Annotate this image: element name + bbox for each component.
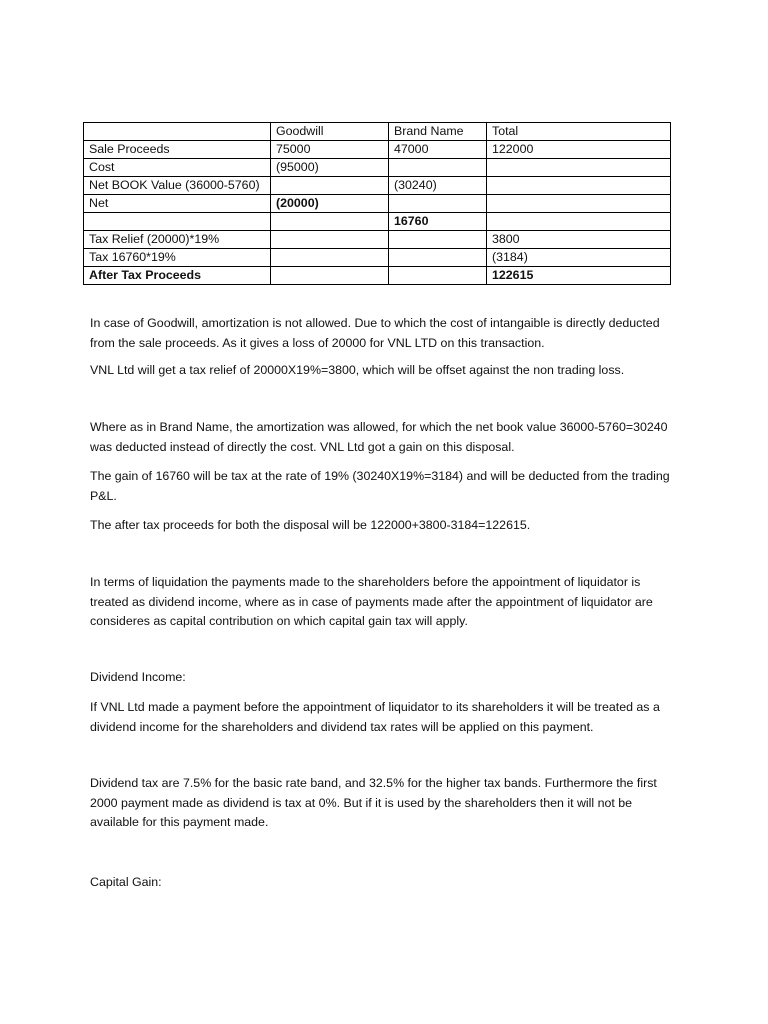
goodwill-cell: 75000 bbox=[271, 141, 389, 159]
table-header-row bbox=[84, 123, 671, 141]
total-cell bbox=[487, 159, 671, 177]
table-row bbox=[84, 267, 671, 285]
header-cell-goodwill: Goodwill bbox=[271, 123, 389, 141]
paragraph: Where as in Brand Name, the amortization was allowed, for which the net book value 36000-5760=30240 was deducted instead of directly the cost. VNL Ltd got a gain on this disposal. bbox=[90, 420, 668, 454]
disposal-table bbox=[83, 122, 671, 285]
goodwill-cell: (95000) bbox=[271, 159, 389, 177]
brand-cell bbox=[389, 249, 487, 267]
header-cell-label bbox=[84, 123, 271, 141]
row-label: Tax Relief (20000)*19% bbox=[84, 231, 271, 249]
total-cell: (3184) bbox=[487, 249, 671, 267]
table-row bbox=[84, 231, 671, 249]
goodwill-cell bbox=[271, 249, 389, 267]
table-row bbox=[84, 249, 671, 267]
paragraph: In case of Goodwill, amortization is not allowed. Due to which the cost of intangaible is directly deducted from the sale proceeds. As it gives a loss of 20000 for VNL LTD on this transaction. bbox=[90, 316, 660, 350]
goodwill-cell bbox=[271, 177, 389, 195]
row-label: Tax 16760*19% bbox=[84, 249, 271, 267]
table-row bbox=[84, 195, 671, 213]
row-label: After Tax Proceeds bbox=[84, 267, 271, 285]
header-cell-total: Total bbox=[487, 123, 671, 141]
paragraph: VNL Ltd will get a tax relief of 20000X19%=3800, which will be offset against the non trading loss. bbox=[90, 363, 625, 377]
brand-cell: (30240) bbox=[389, 177, 487, 195]
brand-cell bbox=[389, 231, 487, 249]
header-cell-brand-name: Brand Name bbox=[389, 123, 487, 141]
brand-cell bbox=[389, 195, 487, 213]
table-row bbox=[84, 141, 671, 159]
total-cell bbox=[487, 195, 671, 213]
brand-cell bbox=[389, 159, 487, 177]
total-cell bbox=[487, 177, 671, 195]
row-label: Cost bbox=[84, 159, 271, 177]
section-heading-dividend-income: Dividend Income: bbox=[90, 670, 186, 684]
goodwill-cell bbox=[271, 267, 389, 285]
table-row bbox=[84, 213, 671, 231]
total-cell: 122615 bbox=[487, 267, 671, 285]
total-cell: 3800 bbox=[487, 231, 671, 249]
row-label: Net bbox=[84, 195, 271, 213]
paragraph: The gain of 16760 will be tax at the rate of 19% (30240X19%=3184) and will be deducted from the trading P&L. bbox=[90, 469, 670, 503]
total-cell bbox=[487, 213, 671, 231]
brand-cell: 16760 bbox=[389, 213, 487, 231]
goodwill-cell bbox=[271, 213, 389, 231]
total-cell: 122000 bbox=[487, 141, 671, 159]
paragraph: In terms of liquidation the payments made to the shareholders before the appointment of liquidator is treated as dividend income, where as in case of payments made after the appointment of liquidator are consideres as capital contribution on which capital gain tax will apply. bbox=[90, 575, 653, 628]
table-row bbox=[84, 177, 671, 195]
paragraph: If VNL Ltd made a payment before the appointment of liquidator to its shareholders it will be treated as a dividend income for the shareholders and dividend tax rates will be applied on this payment. bbox=[90, 700, 660, 734]
table-row bbox=[84, 159, 671, 177]
paragraph: Dividend tax are 7.5% for the basic rate band, and 32.5% for the higher tax bands. Furthermore the first 2000 payment made as dividend is tax at 0%. But if it is used by the shareholders then it will not be available for this payment made. bbox=[90, 776, 657, 829]
row-label: Sale Proceeds bbox=[84, 141, 271, 159]
paragraph: The after tax proceeds for both the disposal will be 122000+3800-3184=122615. bbox=[90, 518, 531, 532]
goodwill-cell bbox=[271, 231, 389, 249]
brand-cell bbox=[389, 267, 487, 285]
goodwill-cell: (20000) bbox=[271, 195, 389, 213]
row-label: Net BOOK Value (36000-5760) bbox=[84, 177, 271, 195]
brand-cell: 47000 bbox=[389, 141, 487, 159]
row-label bbox=[84, 213, 271, 231]
section-heading-capital-gain: Capital Gain: bbox=[90, 875, 162, 889]
